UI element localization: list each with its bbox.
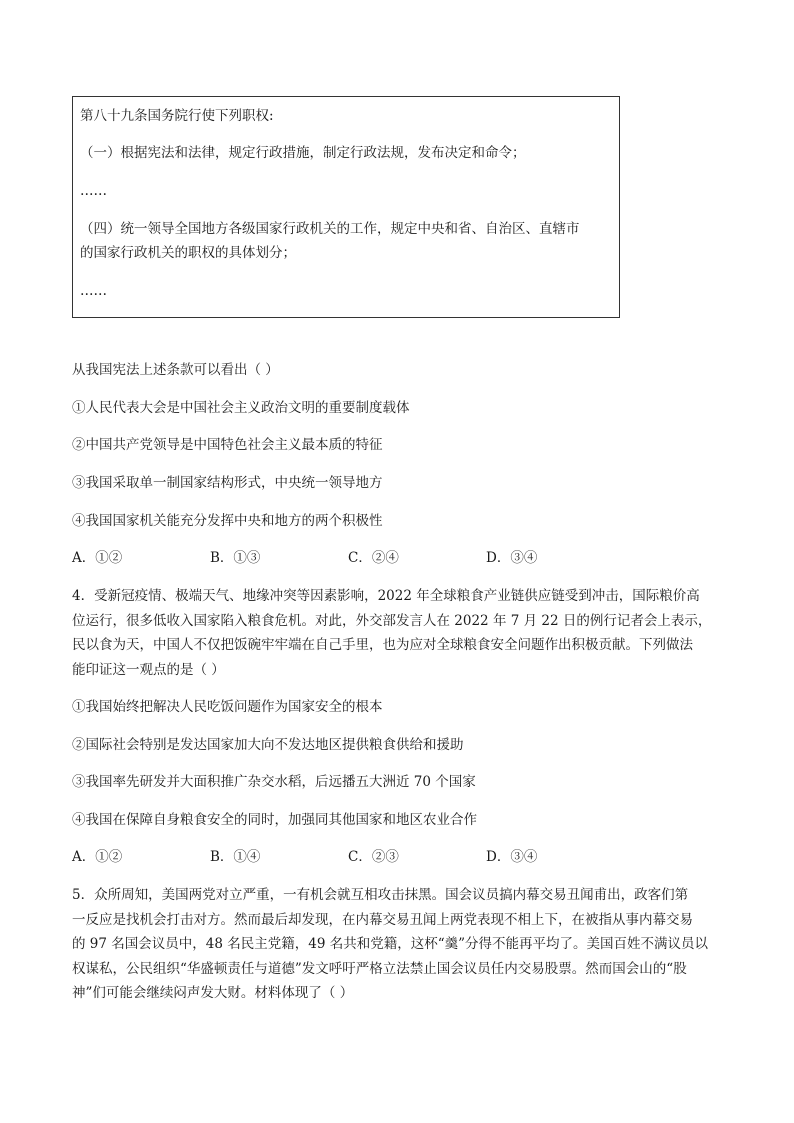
q4-stem-line: 4．受新冠疫情、极端天气、地缘冲突等因素影响，2022 年全球粮食产业链供应链受到冲击，国际粮价高 [72, 588, 700, 604]
q3-item: ④我国国家机关能充分发挥中央和地方的两个积极性 [72, 513, 383, 529]
constitution-quote-box [72, 96, 620, 318]
q3-option-a[interactable]: A．①② [72, 550, 123, 566]
quote-line: 第八十九条国务院行使下列职权: [80, 108, 274, 124]
q4-option-c[interactable]: C．②③ [348, 849, 399, 865]
q4-stem-line: 位运行，很多低收入国家陷入粮食危机。对此，外交部发言人在 2022 年 7 月 22 日的例行记者会上表示， [72, 613, 712, 629]
q4-stem-line: 民以食为天，中国人不仅把饭碗牢牢端在自己手里，也为应对全球粮食安全问题作出积极贡献。下列做法 [72, 637, 693, 653]
q4-option-a[interactable]: A．①② [72, 849, 123, 865]
q4-item: ③我国率先研发并大面积推广杂交水稻，后远播五大洲近 70 个国家 [72, 774, 476, 790]
quote-line: （四）统一领导全国地方各级国家行政机关的工作，规定中央和省、自治区、直辖市 [80, 221, 580, 237]
q4-option-b[interactable]: B．①④ [210, 849, 261, 865]
q4-options [72, 848, 624, 866]
q3-item: ②中国共产党领导是中国特色社会主义最本质的特征 [72, 437, 383, 453]
quote-line: 的国家行政机关的职权的具体划分； [80, 245, 296, 261]
q5-stem-line: 的 97 名国会议员中，48 名民主党籍，49 名共和党籍，这杯“羹”分得不能再平均了。美国百姓不满议员以 [72, 936, 709, 952]
q5-stem-line: 一反应是找机会打击对方。然而最后却发现，在内幕交易丑闻上两党表现不相上下，在被指从事内幕交易 [72, 912, 693, 928]
q4-item: ②国际社会特别是发达国家加大向不发达地区提供粮食供给和援助 [72, 737, 464, 753]
q4-item: ④我国在保障自身粮食安全的同时，加强同其他国家和地区农业合作 [72, 812, 477, 828]
q5-stem-line: 神”们可能会继续闷声发大财。材料体现了（ ） [72, 985, 354, 1001]
quote-line: …… [80, 183, 107, 199]
q4-item: ①我国始终把解决人民吃饭问题作为国家安全的根本 [72, 699, 383, 715]
quote-line: …… [80, 283, 107, 299]
q3-item: ③我国采取单一制国家结构形式，中央统一领导地方 [72, 475, 383, 491]
q4-stem-line: 能印证这一观点的是（ ） [72, 662, 225, 678]
q3-option-b[interactable]: B．①③ [210, 550, 261, 566]
quote-line: （一）根据宪法和法律，规定行政措施，制定行政法规，发布决定和命令； [80, 145, 526, 161]
q5-stem-line: 5．众所周知，美国两党对立严重，一有机会就互相攻击抹黑。国会议员搞内幕交易丑闻甫出，政客们第 [72, 887, 689, 903]
q4-option-d[interactable]: D．③④ [486, 849, 538, 865]
q3-option-c[interactable]: C．②④ [348, 550, 399, 566]
q3-options [72, 549, 624, 567]
q3-stem: 从我国宪法上述条款可以看出（ ） [72, 362, 279, 378]
q3-option-d[interactable]: D．③④ [486, 550, 538, 566]
q3-item: ①人民代表大会是中国社会主义政治文明的重要制度载体 [72, 400, 410, 416]
q5-stem-line: 权谋私，公民组织“华盛顿责任与道德”发文呼吁严格立法禁止国会议员任内交易股票。然而国会山的“股 [72, 961, 687, 977]
